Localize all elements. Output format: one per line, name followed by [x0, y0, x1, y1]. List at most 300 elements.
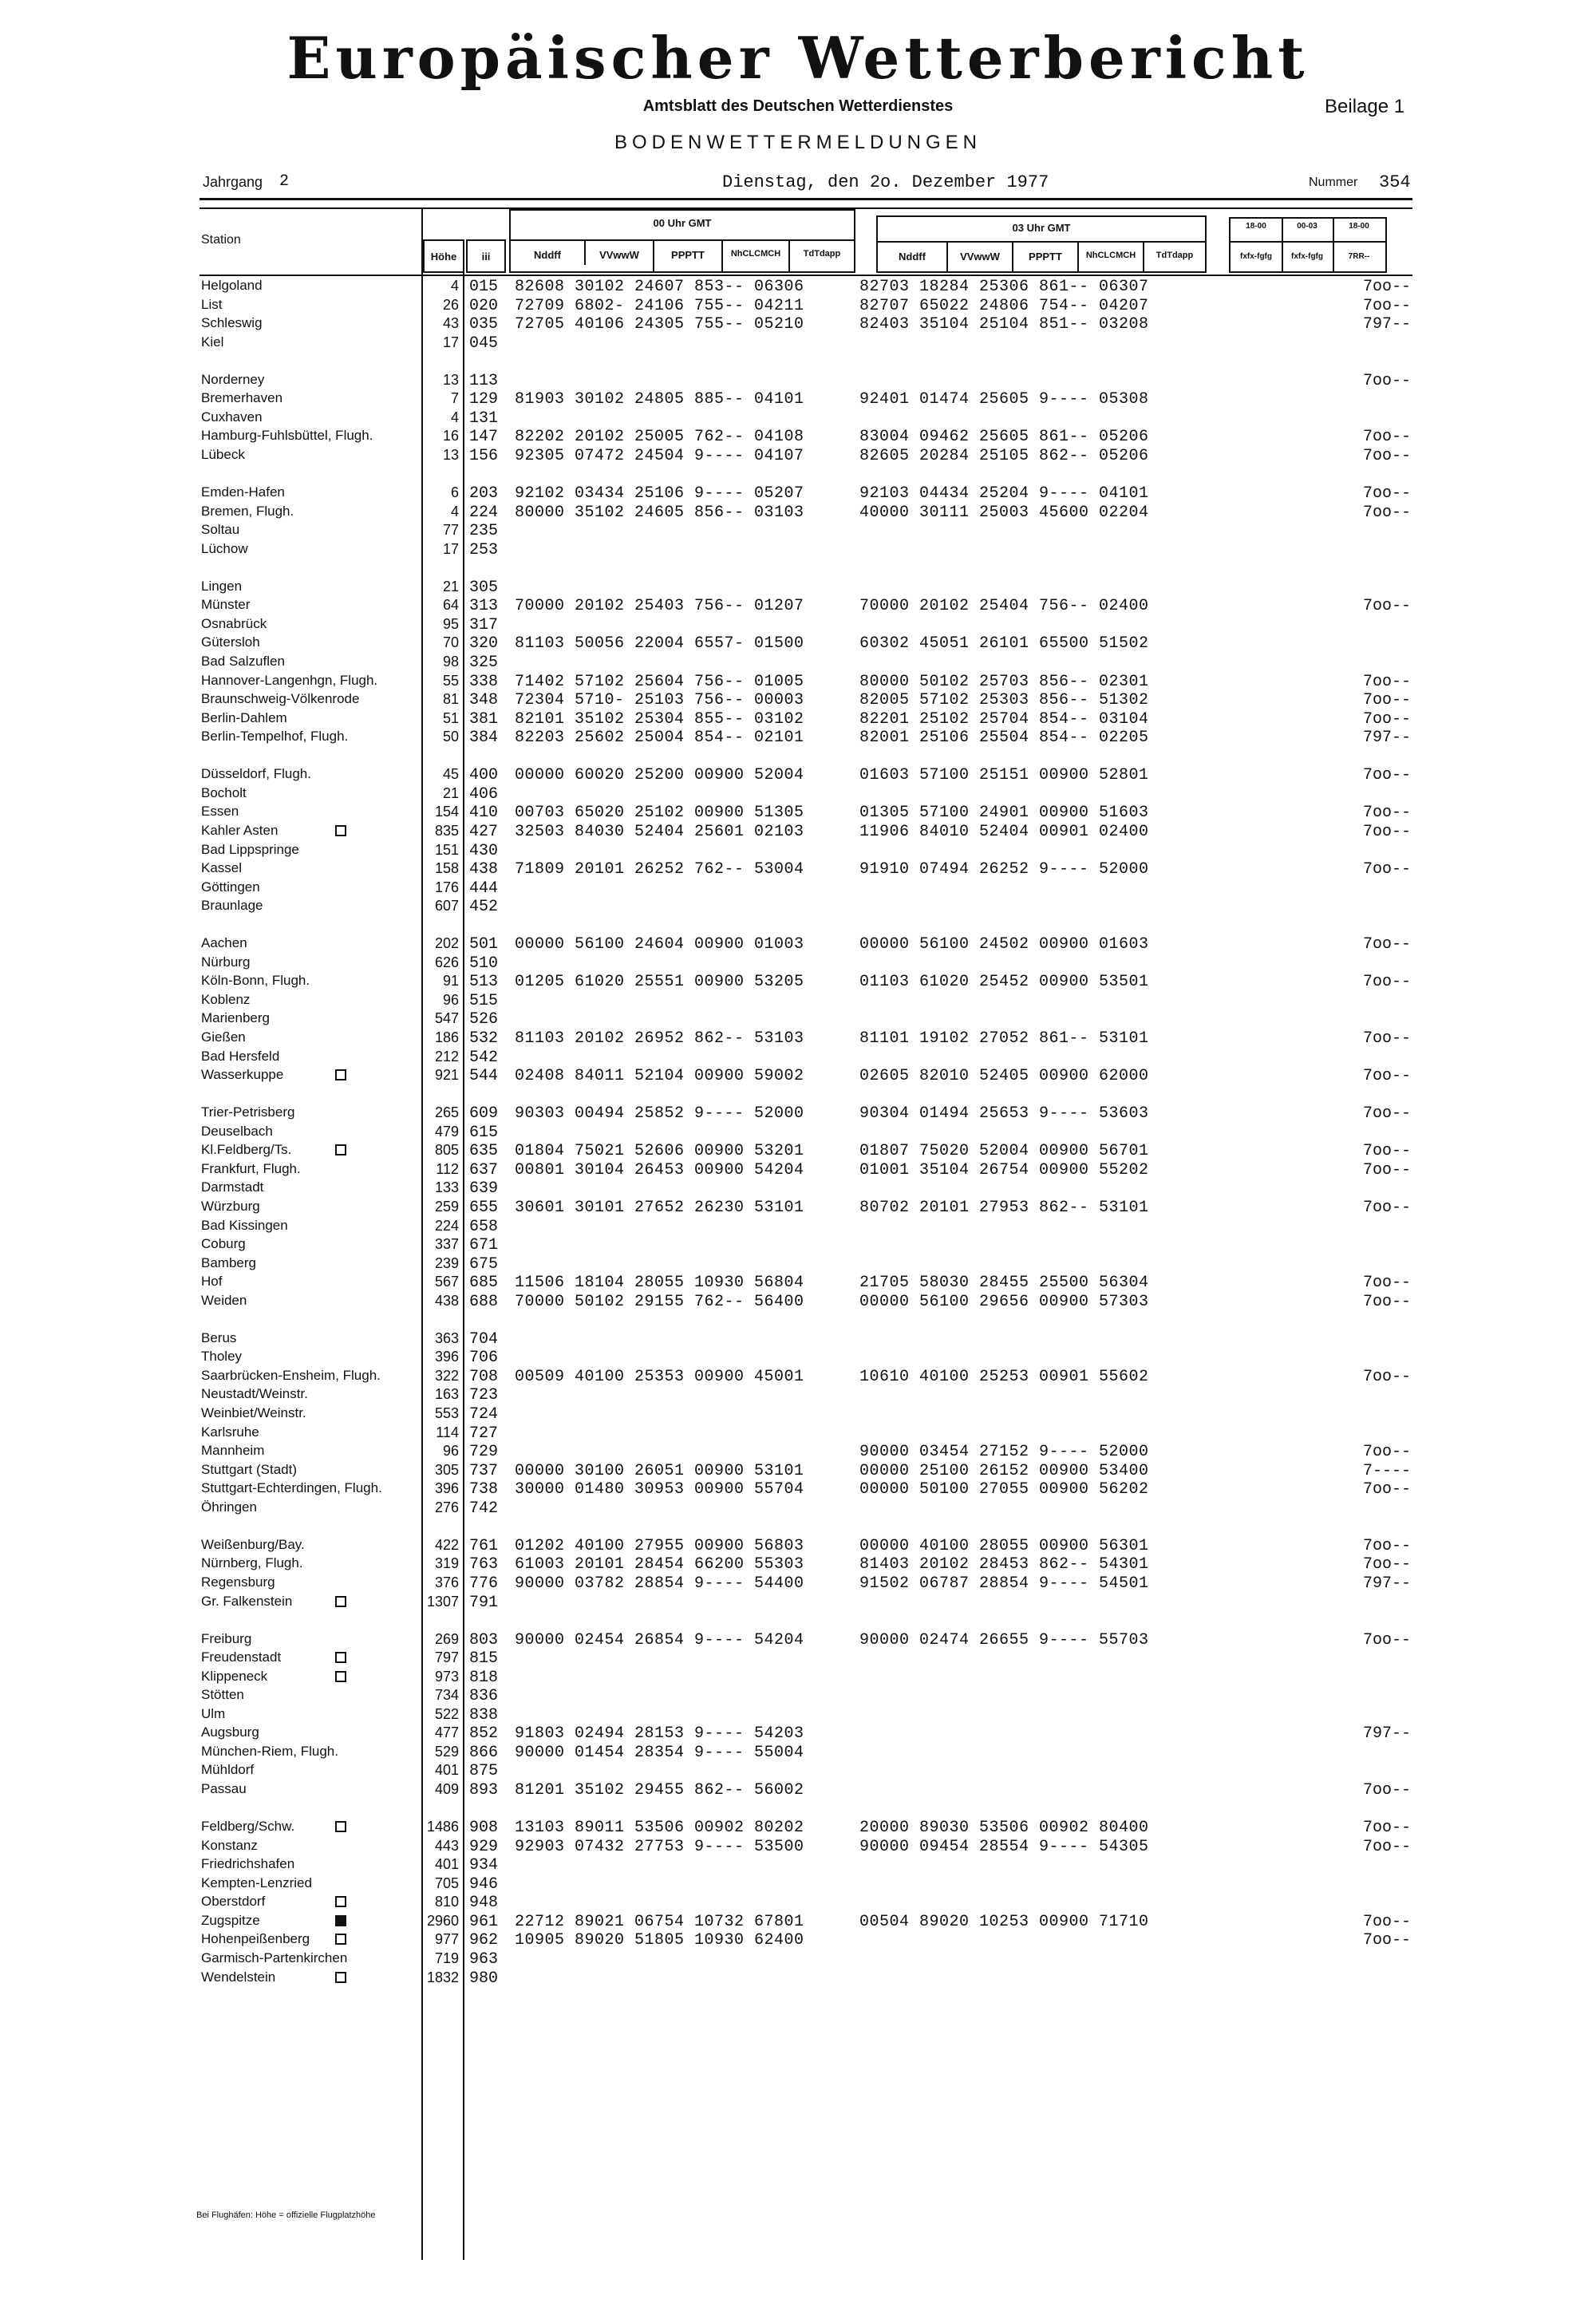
precip-group: 7oo-- — [1362, 1367, 1411, 1386]
obs-03-utc: 81403 20102 28453 862-- 54301 — [859, 1555, 1149, 1574]
station-name: Osnabrück — [201, 615, 267, 631]
group-03-title: 03 Uhr GMT — [1012, 222, 1071, 234]
station-name: Aachen — [201, 935, 247, 951]
station-name: Lübeck — [201, 446, 245, 462]
station-height: 96 — [442, 1443, 459, 1460]
station-id: 129 — [469, 390, 499, 409]
obs-00-utc: 32503 84030 52404 25601 02103 — [515, 822, 804, 841]
station-height: 529 — [434, 1743, 459, 1760]
station-id: 444 — [469, 879, 499, 898]
table-row — [200, 484, 1412, 503]
station-height: 401 — [434, 1856, 459, 1873]
station-height: 51 — [442, 709, 459, 726]
station-id: 818 — [469, 1668, 499, 1687]
station-id: 980 — [469, 1969, 499, 1988]
precip-group: 7---- — [1362, 1461, 1411, 1480]
table-row — [200, 1462, 1412, 1480]
station-id: 961 — [469, 1912, 499, 1931]
station-name: Tholey — [201, 1349, 243, 1365]
station-name: Kahler Asten — [201, 822, 279, 838]
station-height: 26 — [442, 296, 459, 313]
station-name: Trier-Petrisberg — [201, 1104, 295, 1120]
extra-divider-2 — [1333, 219, 1334, 271]
station-id: 513 — [469, 973, 499, 992]
obs-00-utc: 70000 20102 25403 756-- 01207 — [515, 597, 804, 616]
table-row — [200, 616, 1412, 634]
obs-03-utc: 00000 56100 24502 00900 01603 — [859, 935, 1149, 954]
station-id: 724 — [469, 1405, 499, 1424]
station-height: 4 — [450, 503, 459, 519]
station-height: 522 — [434, 1705, 459, 1722]
station-height: 21 — [442, 784, 459, 801]
table-row — [200, 710, 1412, 729]
precip-group: 7oo-- — [1362, 1443, 1411, 1462]
table-row — [200, 1142, 1412, 1160]
obs-00-utc: 13103 89011 53506 00902 80202 — [515, 1819, 804, 1838]
station-height: 154 — [434, 804, 459, 820]
station-name: Garmisch-Partenkirchen — [201, 1950, 348, 1965]
station-id: 675 — [469, 1254, 499, 1274]
table-row — [200, 1856, 1412, 1874]
obs-00-utc: 81903 30102 24805 885-- 04101 — [515, 390, 804, 409]
station-height: 91 — [442, 973, 459, 990]
station-name: Nürburg — [201, 954, 251, 970]
extra-bottom-3: 7RR-- — [1348, 252, 1370, 261]
station-name: Weißenburg/Bay. — [201, 1536, 305, 1552]
table-row — [200, 954, 1412, 973]
obs-00-utc: 22712 89021 06754 10732 67801 — [515, 1912, 804, 1931]
table-row — [200, 1368, 1412, 1386]
station-name: Freiburg — [201, 1630, 252, 1646]
table-row — [200, 992, 1412, 1010]
station-id: 325 — [469, 654, 499, 672]
station-height: 64 — [442, 597, 459, 614]
obs-00-utc: 30601 30101 27652 26230 53101 — [515, 1198, 804, 1217]
obs-00-utc: 82101 35102 25304 855-- 03102 — [515, 709, 804, 729]
station-height: 158 — [434, 860, 459, 877]
extra-top-2: 00-03 — [1297, 222, 1317, 231]
precip-group: 7oo-- — [1362, 1630, 1411, 1649]
station-height: 396 — [434, 1480, 459, 1497]
station-id: 526 — [469, 1010, 499, 1029]
table-row — [200, 1574, 1412, 1593]
obs-00-utc: 02408 84011 52104 00900 59002 — [515, 1067, 804, 1086]
station-name: Bremen, Flugh. — [201, 503, 294, 519]
table-row — [200, 1819, 1412, 1837]
obs-03-utc: 82703 18284 25306 861-- 06307 — [859, 278, 1149, 296]
table-row — [200, 1255, 1412, 1274]
table-row — [200, 1330, 1412, 1349]
station-height: 363 — [434, 1329, 459, 1346]
precip-group: 7oo-- — [1362, 1160, 1411, 1179]
iii-header: iii — [481, 251, 491, 263]
station-height: 322 — [434, 1367, 459, 1384]
precip-group: 7oo-- — [1362, 278, 1411, 296]
station-id: 510 — [469, 954, 499, 973]
station-name: Braunlage — [201, 898, 263, 914]
station-height: 7 — [450, 390, 459, 407]
station-name: Düsseldorf, Flugh. — [201, 766, 311, 782]
obs-00-utc: 72705 40106 24305 755-- 05210 — [515, 315, 804, 334]
precip-group: 7oo-- — [1362, 1029, 1411, 1048]
station-name: Saarbrücken-Ensheim, Flugh. — [201, 1367, 381, 1383]
table-row — [200, 1218, 1412, 1236]
station-name: Feldberg/Schw. — [201, 1819, 295, 1835]
table-row — [200, 1669, 1412, 1687]
station-id: 776 — [469, 1574, 499, 1593]
station-height: 81 — [442, 691, 459, 708]
obs-03-utc: 02605 82010 52405 00900 62000 — [859, 1067, 1149, 1086]
station-id: 685 — [469, 1274, 499, 1293]
station-height: 705 — [434, 1874, 459, 1891]
station-id: 934 — [469, 1856, 499, 1875]
precip-group: 797-- — [1362, 729, 1411, 748]
station-height: 443 — [434, 1837, 459, 1854]
station-id: 723 — [469, 1386, 499, 1405]
station-id: 410 — [469, 804, 499, 823]
obs-03-utc: 01103 61020 25452 00900 53501 — [859, 973, 1149, 992]
station-name: Koblenz — [201, 991, 251, 1007]
station-name: Kempten-Lenzried — [201, 1874, 312, 1890]
mountain-station-icon — [335, 1144, 346, 1156]
group-00-header — [509, 209, 855, 273]
obs-00-utc: 81103 50056 22004 6557- 01500 — [515, 634, 804, 654]
station-id: 893 — [469, 1781, 499, 1799]
station-name: Coburg — [201, 1236, 246, 1252]
table-row — [200, 1537, 1412, 1555]
station-height: 1307 — [426, 1593, 459, 1610]
station-id: 688 — [469, 1292, 499, 1311]
obs-00-utc: 91803 02494 28153 9---- 54203 — [515, 1724, 804, 1744]
station-name: Oberstdorf — [201, 1894, 266, 1910]
station-height: 797 — [434, 1649, 459, 1666]
obs-03-utc: 82001 25106 25504 854-- 02205 — [859, 729, 1149, 748]
page-title: Europäischer Wetterbericht — [286, 24, 1310, 92]
station-id: 406 — [469, 784, 499, 804]
table-row — [200, 842, 1412, 860]
station-name: Passau — [201, 1781, 247, 1796]
station-name: Deuselbach — [201, 1123, 273, 1139]
obs-00-utc: 11506 18104 28055 10930 56804 — [515, 1274, 804, 1293]
station-height: 95 — [442, 615, 459, 632]
nummer-value: 354 — [1379, 172, 1411, 192]
station-height: 547 — [434, 1010, 459, 1027]
station-height: 477 — [434, 1724, 459, 1741]
obs-03-utc: 70000 20102 25404 756-- 02400 — [859, 597, 1149, 616]
station-id: 452 — [469, 898, 499, 917]
precip-group: 7oo-- — [1362, 1292, 1411, 1311]
table-row — [200, 447, 1412, 465]
station-name: Karlsruhe — [201, 1424, 259, 1440]
station-name: Bad Salzuflen — [201, 654, 285, 669]
station-id: 532 — [469, 1029, 499, 1048]
station-name: Klippeneck — [201, 1668, 268, 1684]
station-height: 50 — [442, 729, 459, 745]
station-id: 045 — [469, 334, 499, 353]
station-height: 805 — [434, 1142, 459, 1159]
col03-vvwww: VVwwW — [946, 243, 1012, 273]
station-id: 384 — [469, 729, 499, 748]
obs-00-utc: 00509 40100 25353 00900 45001 — [515, 1367, 804, 1386]
mountain-station-icon — [335, 1652, 346, 1663]
station-id: 015 — [469, 278, 499, 296]
precip-group: 7oo-- — [1362, 1274, 1411, 1293]
station-height: 553 — [434, 1405, 459, 1421]
station-name: Marienberg — [201, 1010, 270, 1026]
station-id: 501 — [469, 935, 499, 954]
station-name: Konstanz — [201, 1837, 258, 1853]
table-row — [200, 1010, 1412, 1029]
station-name: Stuttgart (Stadt) — [201, 1461, 297, 1477]
station-id: 131 — [469, 409, 499, 428]
station-name: Friedrichshafen — [201, 1856, 295, 1872]
table-row — [200, 973, 1412, 991]
table-row — [200, 1236, 1412, 1254]
obs-03-utc: 00504 89020 10253 00900 71710 — [859, 1912, 1149, 1931]
table-row — [200, 1724, 1412, 1743]
precip-group: 7oo-- — [1362, 804, 1411, 823]
station-id: 427 — [469, 822, 499, 841]
mountain-station-filled-icon — [335, 1915, 346, 1926]
obs-03-utc: 01001 35104 26754 00900 55202 — [859, 1160, 1149, 1179]
station-height: 401 — [434, 1762, 459, 1779]
obs-03-utc: 92103 04434 25204 9---- 04101 — [859, 484, 1149, 504]
station-id: 866 — [469, 1743, 499, 1762]
table-row — [200, 1161, 1412, 1179]
station-height: 239 — [434, 1254, 459, 1271]
station-name: Kassel — [201, 860, 243, 876]
header-bottom-rule — [200, 275, 1412, 276]
col00-ppptt: PPPTT — [653, 241, 721, 273]
station-id: 338 — [469, 672, 499, 691]
station-id: 438 — [469, 860, 499, 879]
station-name: Hof — [201, 1274, 223, 1290]
mountain-station-icon — [335, 1596, 346, 1607]
table-row — [200, 1894, 1412, 1912]
obs-03-utc: 82707 65022 24806 754-- 04207 — [859, 296, 1149, 315]
hoehe-header-cell — [423, 239, 464, 273]
table-row — [200, 1931, 1412, 1950]
precip-group: 7oo-- — [1362, 1536, 1411, 1555]
station-id: 929 — [469, 1837, 499, 1856]
obs-00-utc: 92305 07472 24504 9---- 04107 — [515, 446, 804, 465]
station-id: 704 — [469, 1329, 499, 1349]
obs-00-utc: 82202 20102 25005 762-- 04108 — [515, 428, 804, 447]
table-row — [200, 654, 1412, 672]
col03-tdtd: TdTdapp — [1143, 243, 1205, 273]
station-name: Mannheim — [201, 1443, 265, 1459]
station-id: 544 — [469, 1067, 499, 1086]
precip-group: 7oo-- — [1362, 1931, 1411, 1950]
station-id: 430 — [469, 841, 499, 860]
table-row — [200, 1555, 1412, 1574]
obs-00-utc: 00000 60020 25200 00900 52004 — [515, 766, 804, 785]
station-height: 719 — [434, 1950, 459, 1966]
station-name: Regensburg — [201, 1574, 275, 1590]
station-height: 276 — [434, 1499, 459, 1515]
station-name: Bremerhaven — [201, 390, 283, 406]
table-row — [200, 522, 1412, 540]
obs-03-utc: 10610 40100 25253 00901 55602 — [859, 1367, 1149, 1386]
table-row — [200, 1594, 1412, 1612]
obs-03-utc: 90000 02474 26655 9---- 55703 — [859, 1630, 1149, 1649]
station-height: 259 — [434, 1198, 459, 1215]
col00-vvwww: VVwwW — [584, 241, 653, 265]
station-height: 21 — [442, 578, 459, 595]
mountain-station-icon — [335, 825, 346, 836]
station-name: Braunschweig-Völkenrode — [201, 691, 360, 707]
obs-00-utc: 01202 40100 27955 00900 56803 — [515, 1536, 804, 1555]
obs-00-utc: 90303 00494 25852 9---- 52000 — [515, 1104, 804, 1124]
station-id: 803 — [469, 1630, 499, 1649]
station-id: 655 — [469, 1198, 499, 1217]
station-name: Kl.Feldberg/Ts. — [201, 1142, 292, 1158]
station-height: 45 — [442, 766, 459, 783]
station-name: Freudenstadt — [201, 1649, 282, 1665]
station-height: 16 — [442, 428, 459, 444]
station-height: 114 — [436, 1424, 459, 1440]
obs-00-utc: 70000 50102 29155 762-- 56400 — [515, 1292, 804, 1311]
station-height: 319 — [434, 1555, 459, 1572]
precip-group: 7oo-- — [1362, 1781, 1411, 1799]
station-height: 212 — [434, 1048, 459, 1065]
obs-03-utc: 00000 56100 29656 00900 57303 — [859, 1292, 1149, 1311]
station-id: 948 — [469, 1894, 499, 1913]
station-name: Berlin-Tempelhof, Flugh. — [201, 729, 349, 745]
table-row — [200, 1706, 1412, 1724]
precip-group: 7oo-- — [1362, 1067, 1411, 1086]
precip-group: 7oo-- — [1362, 1555, 1411, 1574]
obs-03-utc: 82605 20284 25105 862-- 05206 — [859, 446, 1149, 465]
station-height: 17 — [442, 540, 459, 557]
station-height: 17 — [442, 334, 459, 350]
station-id: 305 — [469, 578, 499, 597]
station-name: Gütersloh — [201, 634, 260, 650]
station-name: Darmstadt — [201, 1179, 264, 1195]
precip-group: 7oo-- — [1362, 371, 1411, 390]
table-row — [200, 935, 1412, 954]
precip-group: 7oo-- — [1362, 935, 1411, 954]
mountain-station-icon — [335, 1896, 346, 1907]
station-name: Weinbiet/Weinstr. — [201, 1405, 306, 1420]
table-row — [200, 785, 1412, 804]
precip-group: 7oo-- — [1362, 484, 1411, 504]
table-row — [200, 729, 1412, 747]
table-row — [200, 1838, 1412, 1856]
obs-03-utc: 80000 50102 25703 856-- 02301 — [859, 672, 1149, 691]
station-height: 96 — [442, 991, 459, 1008]
station-id: 742 — [469, 1499, 499, 1518]
obs-00-utc: 71402 57102 25604 756-- 01005 — [515, 672, 804, 691]
station-name: Emden-Hafen — [201, 484, 285, 500]
precip-group: 7oo-- — [1362, 1104, 1411, 1124]
station-height: 202 — [434, 935, 459, 952]
table-row — [200, 334, 1412, 353]
station-id: 203 — [469, 484, 499, 504]
precip-group: 7oo-- — [1362, 1480, 1411, 1499]
station-id: 035 — [469, 315, 499, 334]
station-name: Lingen — [201, 578, 243, 594]
station-height: 77 — [442, 522, 459, 539]
obs-03-utc: 40000 30111 25003 45600 02204 — [859, 503, 1149, 522]
hoehe-header: Höhe — [430, 251, 457, 263]
precip-group: 7oo-- — [1362, 1912, 1411, 1931]
precip-group: 7oo-- — [1362, 1142, 1411, 1161]
mountain-station-icon — [335, 1821, 346, 1832]
precip-group: 7oo-- — [1362, 1837, 1411, 1856]
station-id: 317 — [469, 615, 499, 634]
station-name: Hannover-Langenhgn, Flugh. — [201, 672, 378, 688]
obs-03-utc: 90304 01494 25653 9---- 53603 — [859, 1104, 1149, 1124]
station-name: Soltau — [201, 522, 240, 538]
station-id: 635 — [469, 1142, 499, 1161]
station-height: 4 — [450, 278, 459, 294]
station-height: 2960 — [426, 1912, 459, 1929]
table-row — [200, 1405, 1412, 1424]
station-id: 875 — [469, 1762, 499, 1781]
table-row — [200, 1649, 1412, 1668]
obs-00-utc: 72709 6802- 24106 755-- 04211 — [515, 296, 804, 315]
table-row — [200, 504, 1412, 522]
table-row — [200, 898, 1412, 916]
table-row — [200, 278, 1412, 296]
station-height: 70 — [442, 634, 459, 651]
station-id: 815 — [469, 1649, 499, 1669]
station-id: 637 — [469, 1160, 499, 1179]
station-height: 1486 — [426, 1819, 459, 1835]
beilage-label: Beilage 1 — [1325, 96, 1405, 117]
station-id: 542 — [469, 1048, 499, 1067]
obs-03-utc: 81101 19102 27052 861-- 53101 — [859, 1029, 1149, 1048]
table-row — [200, 1913, 1412, 1931]
table-row — [200, 1293, 1412, 1311]
footnote: Bei Flughäfen: Höhe = offizielle Flugplatzhöhe — [196, 2210, 376, 2220]
obs-00-utc: 81103 20102 26952 862-- 53103 — [515, 1029, 804, 1048]
station-name: Bad Lippspringe — [201, 841, 299, 857]
station-name: Münster — [201, 597, 251, 613]
station-name: Bad Hersfeld — [201, 1048, 280, 1064]
table-row — [200, 1631, 1412, 1649]
obs-00-utc: 01205 61020 25551 00900 53205 — [515, 973, 804, 992]
table-row — [200, 804, 1412, 822]
station-height: 186 — [434, 1029, 459, 1045]
station-id: 156 — [469, 446, 499, 465]
station-height: 810 — [434, 1894, 459, 1910]
col00-clouds: NhCLCMCH — [721, 241, 788, 273]
obs-00-utc: 90000 01454 28354 9---- 55004 — [515, 1743, 804, 1762]
station-height: 269 — [434, 1630, 459, 1647]
station-height: 409 — [434, 1781, 459, 1797]
obs-00-utc: 01804 75021 52606 00900 53201 — [515, 1142, 804, 1161]
obs-00-utc: 82203 25602 25004 854-- 02101 — [515, 729, 804, 748]
table-row — [200, 1744, 1412, 1762]
col00-tdtd: TdTdapp — [788, 241, 854, 273]
table-row — [200, 579, 1412, 597]
station-id: 113 — [469, 371, 499, 390]
station-id: 020 — [469, 296, 499, 315]
obs-03-utc: 90000 03454 27152 9---- 52000 — [859, 1443, 1149, 1462]
station-height: 224 — [434, 1217, 459, 1234]
precip-group: 797-- — [1362, 1574, 1411, 1593]
table-row — [200, 1104, 1412, 1123]
station-id: 320 — [469, 634, 499, 654]
station-id: 639 — [469, 1179, 499, 1199]
obs-03-utc: 11906 84010 52404 00901 02400 — [859, 822, 1149, 841]
table-row — [200, 879, 1412, 898]
obs-03-utc: 82403 35104 25104 851-- 03208 — [859, 315, 1149, 334]
station-height: 607 — [434, 898, 459, 915]
table-row — [200, 1179, 1412, 1198]
